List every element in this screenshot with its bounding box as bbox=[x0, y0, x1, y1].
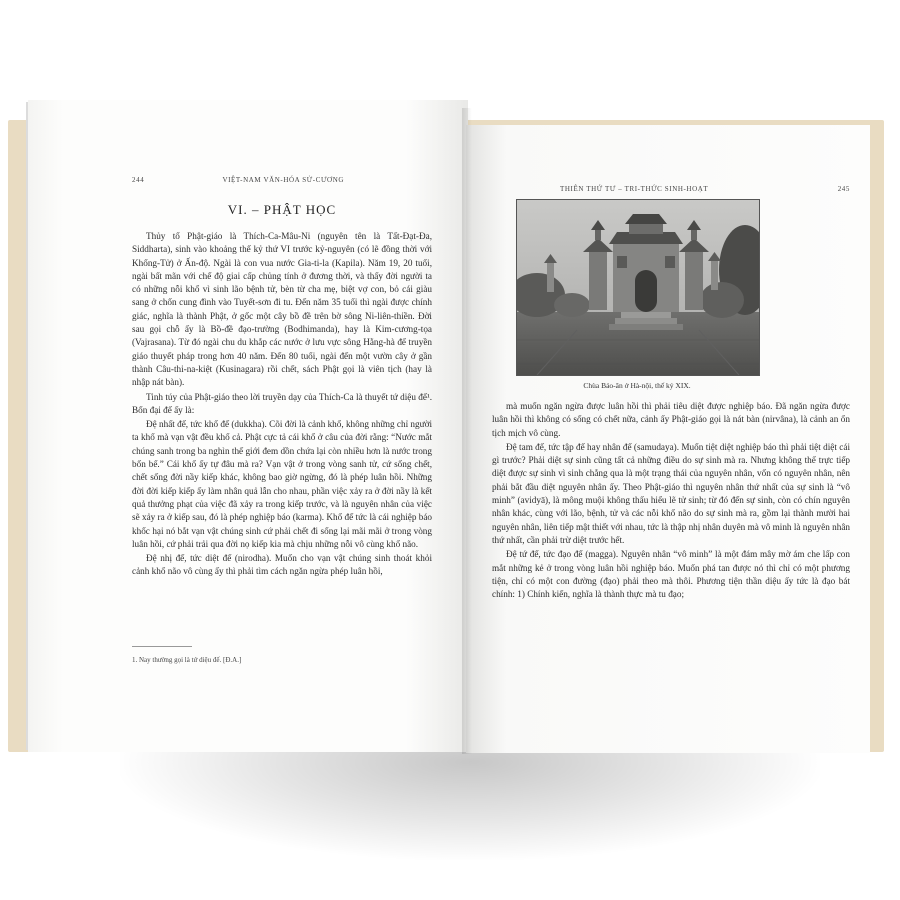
right-body-text bbox=[492, 400, 850, 601]
pagoda-illustration bbox=[517, 200, 759, 375]
footnote-rule bbox=[132, 646, 192, 647]
left-page bbox=[28, 100, 468, 752]
book-gutter bbox=[462, 108, 472, 754]
right-page-number: 245 bbox=[837, 185, 850, 193]
photo-caption: Chùa Báo-ân ở Hà-nội, thế kỷ XIX. bbox=[583, 381, 691, 390]
paragraph: Đệ tam đế, tức tập đế hay nhân đế (samudaya). Muốn tiệt diệt nghiệp báo thì phải tiệt diệt cái gì trước? Phải diệt sự sinh cũng tất cả những điều do sự sinh mà ra. Nhưng không thể trực tiếp diệt được sự sinh vì sinh chẳng qua là một trạng thái của nguyên nhân, vốn có nguyên nhân, nên phải bắt đầu diệt nguyên nhân ấy. Theo Phật-giáo thì nguyên nhân thứ nhất của sự sinh là “vô minh” (avidyā), là mông muội không thấu hiểu lẽ tử sinh; từ đó đến sự sinh, còn có chín nguyên nhân khác, cùng với lão, bệnh, tử và các nỗi khổ não do sự sinh mà ra, gồm lại thành mười hai nguyên nhân, liên tiếp mật thiết với nhau, tức là thập nhị nhân duyên mà vô minh là nguyên nhân thứ nhất, cần phải trừ diệt trước hết. bbox=[492, 441, 850, 545]
chapter-title: VI. – PHẬT HỌC bbox=[227, 202, 337, 217]
left-running-head bbox=[132, 176, 432, 184]
paragraph: Thủy tổ Phật-giáo là Thích-Ca-Mâu-Ni (nguyên tên là Tất-Đạt-Đa, Siddharta), sinh vào khoảng thế kỷ thứ VI trước kỷ-nguyên (có lẽ đồng thời với Khổng-Tử) ở Ấn-độ. Ngài là con vua nước Gia-ti-la (Kapila). Năm 19, 20 tuổi, ngài bất mãn với chế độ giai cấp chủng tính ở đương thời, và thấy đời người ta có những nỗi khổ vì sinh lão bệnh tử, bèn từ cha mẹ, biệt vợ con, bỏ cái giàu sang ở chốn cung đình vào Tuyết-sơn đi tu. Đến năm 35 tuổi thì ngài được chính giác, nghĩa là thành Phật, ở gốc một cây bồ đề trên bờ sông Ni-liên-thiền. Đời sau gọi chỗ ấy là Bồ-đề đạo-trường (Bodhimanda), hay là Kim-cương-tọa (Vajrasana). Từ đó ngài chu du khắp các nước ở lưu vực sông Hằng-hà để truyền giáo thuyết pháp trong hơn 40 năm. Đến 80 tuổi, ngài đến một vườn cây ở gần thành Câu-thi-na-kiệt (Kusinagara) rồi chết, sách Phật gọi là viên tịch (hay là nhập nát bàn). bbox=[132, 231, 432, 388]
right-page bbox=[466, 125, 870, 753]
paragraph: Tinh túy của Phật-giáo theo lời truyền dạy của Thích-Ca là thuyết tứ diệu đế¹. Bốn đại đế ấy là: bbox=[132, 391, 432, 415]
paragraph: Đệ nhị đế, tức diệt đế (nirodha). Muốn cho vạn vật chúng sinh thoát khỏi cảnh khổ não vô cùng ấy thì phải tìm cách ngăn ngừa phép luân hồi, bbox=[132, 553, 432, 577]
pagoda-photo bbox=[516, 199, 760, 376]
paragraph: Đệ tứ đế, tức đạo đế (magga). Nguyên nhân “vô minh” là một đám mây mờ ám che lấp con mắt những kẻ ở trong vòng luân hồi nghiệp báo. Muốn phá tan được nó thì chỉ có một phương tiện, chỉ có một con đường (đạo) phải theo mà thôi. Phương tiện thần diệu ấy tức là đạo bát chính: 1) Chính kiến, nghĩa là thành thực mà tu đạo; bbox=[492, 549, 850, 600]
right-running-head bbox=[516, 185, 850, 193]
footnote: 1. Nay thường gọi là tứ diệu đế. [Đ.A.] bbox=[132, 656, 242, 664]
paragraph: Đệ nhất đế, tức khổ đế (dukkha). Cõi đời là cảnh khổ, không những chỉ người ta khổ mà vạn vật đều khổ cả. Phật cực tả cái khổ ở câu của đời rằng: “Nước mắt chúng sanh trong ba nghìn thế giới đem dồn chứa lại còn nhiều hơn là nước trong bốn bể.” Cái khổ ấy tự đâu mà ra? Vạn vật ở trong vòng sanh tử, cứ sống chết, chết sống đời nầy kiếp khác, không bao giờ ngừng, đó là phép luân hồi. Những đời đời kiếp kiếp ấy làm nhân quả lẫn cho nhau, phần việc xảy ra ở đời nầy là kết quả thưởng phạt của việc đã xảy ra trong kiếp trước, và là nguyên nhân của việc sẽ xảy ra ở kiếp sau, đó là phép nghiệp báo (karma). Khổ đế tức là cái nghiệp báo khốc hại nó bắt vạn vật chúng sinh cứ phải chết đi sống lại mãi mãi ở trong vòng luân hồi, cứ phải trải qua đời nọ kiếp kia mà chịu những nỗi vô cùng khổ não. bbox=[132, 419, 432, 549]
left-running-title: VIỆT-NAM VĂN-HÓA SỬ-CƯƠNG bbox=[222, 176, 344, 184]
left-page-number: 244 bbox=[132, 176, 145, 184]
paragraph: mà muốn ngăn ngừa được luân hồi thì phải tiêu diệt được nghiệp báo. Đã ngăn ngừa được luân hồi thì không có sống có chết nữa, cảnh ấy Phật-giáo gọi là nát bàn (nirvâna), là cảnh an ổn tịch mịch vô cùng. bbox=[492, 401, 850, 438]
right-running-title: THIÊN THỨ TƯ – TRI-THỨC SINH-HOẠT bbox=[560, 185, 709, 193]
